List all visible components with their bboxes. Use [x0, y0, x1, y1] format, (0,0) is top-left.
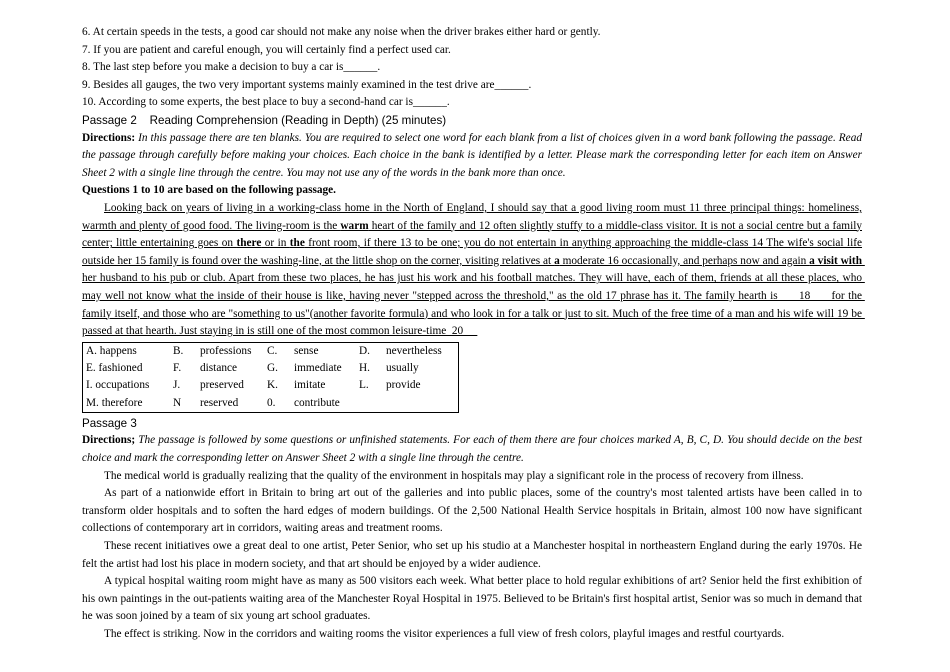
- word-bank-cell: distance: [200, 361, 238, 374]
- question-7: 7. If you are patient and careful enough, you will certainly find a perfect used car.: [82, 43, 451, 56]
- word-bank-cell: contribute: [294, 396, 340, 409]
- passage-segment: Looking back on years of living in a working-class home in the North of England, I should say that a good living room must 11 three principal things: homeliness, warmth and plenty of good food. The living-room is the: [82, 201, 862, 232]
- question-6: 6. At certain speeds in the tests, a good car should not make any noise when the driver brakes either hard or gently.: [82, 26, 601, 38]
- passage3-directions: [82, 432, 862, 467]
- passage-segment: moderate 16 occasionally, and perhaps now and again: [559, 254, 810, 267]
- passage-segment: her husband to his pub or club. Apart from these two places, he has just his work and his football matches. They will have, each of them, friends at all these places, who may well not know what the inside of their house is like, having never "stepped across the threshold," as the old 17 phrase has it. The family hearth is 18 for the family itself, and those who are "something to us"(another favorite formula) and who look in for a talk or just to sit. Much of the free time of a man and his wife will 19 be passed at that hearth. Just staying in is still one of the most common leisure-time 20: [82, 254, 865, 338]
- word-bank-row: [83, 360, 459, 377]
- word-bank-cell: imitate: [294, 379, 326, 392]
- passage-bold-word: there: [236, 237, 262, 250]
- word-bank-row: [83, 395, 459, 413]
- passage2-text: [82, 200, 865, 341]
- word-bank-cell: M. therefore: [86, 396, 143, 409]
- passage3-paragraph: As part of a nationwide effort in Britain to bring art out of the galleries and into public places, some of the country's most talented artists have been called in to transform older hospitals and to soften the hard edges of modern buildings. Of the 2,500 National Health Service hospitals in Britain, almost 100 now have significant collections of contemporary art in corridors, waiting areas and treatment rooms.: [82, 487, 862, 535]
- questions-note: Questions 1 to 10 are based on the following passage.: [82, 184, 336, 197]
- passage-bold-word: a: [554, 254, 560, 267]
- word-bank-cell: 0.: [267, 396, 276, 409]
- directions-label: Directions:: [82, 131, 136, 144]
- passage3-heading: Passage 3: [82, 416, 137, 430]
- passage3-paragraph: These recent initiatives owe a great deal to one artist, Peter Senior, who set up his studio at a Manchester hospital in northeastern England during the early 1970s. He felt the artist had lost his place in modern society, and that art should be enjoyed by a wider audience.: [82, 540, 862, 570]
- directions-label: Directions;: [82, 434, 136, 447]
- word-bank-cell: preserved: [200, 379, 244, 392]
- word-bank-cell: H.: [359, 361, 370, 374]
- word-bank-cell: F.: [173, 361, 182, 374]
- passage-bold-word: warm: [340, 219, 369, 232]
- word-bank-cell: C.: [267, 344, 278, 357]
- passage-segment: front room, if there 13 to be one; you do not entertain in anything approaching the middle-class 14 The wife's social life outside her 15 family is found over the washing-line, at the little shop on the corner, visiting relatives at: [82, 237, 863, 267]
- document-page: [82, 24, 865, 644]
- word-bank-cell: [383, 395, 459, 413]
- word-bank-cell: I. occupations: [86, 379, 150, 392]
- word-bank-cell: nevertheless: [386, 344, 442, 357]
- word-bank-cell: L.: [359, 379, 369, 392]
- word-bank-cell: reserved: [200, 396, 239, 409]
- word-bank-cell: N: [173, 396, 182, 409]
- passage-segment: or in: [261, 237, 290, 250]
- word-bank-cell: [356, 395, 383, 413]
- passage3-paragraph: The medical world is gradually realizing that the quality of the environment in hospitals may play a significant role in the process of recovery from illness.: [104, 469, 804, 482]
- question-8: 8. The last step before you make a decision to buy a car is______.: [82, 61, 381, 74]
- word-bank-cell: J.: [173, 379, 181, 392]
- passage-segment: heart of the family and 12 often slightly stuffy to a middle-class visitor. It is not a social centre but a family center; little entertaining goes on: [82, 219, 862, 250]
- word-bank-cell: professions: [200, 344, 252, 357]
- directions-text: The passage is followed by some questions or unfinished statements. For each of them there are four choices marked A, B, C, D. You should decide on the best choice and mark the corresponding letter on Answer Sheet 2 with a single line through the centre.: [82, 434, 862, 465]
- passage-bold-word: a visit with: [809, 254, 862, 267]
- word-bank-cell: immediate: [294, 361, 342, 374]
- word-bank-cell: A. happens: [86, 344, 137, 357]
- directions-text: In this passage there are ten blanks. You are required to select one word for each blank from a list of choices given in a word bank following the passage. Read the passage through carefully before making your choices. Each choice in the bank is identified by a letter. Please mark the corresponding letter for each item on Answer Sheet 2 with a single line through the centre. You may not use any of the words in the bank more than once.: [82, 131, 862, 179]
- word-bank-cell: E. fashioned: [86, 361, 143, 374]
- question-9: 9. Besides all gauges, the two very important systems mainly examined in the test drive are______.: [82, 78, 532, 91]
- word-bank-cell: B.: [173, 344, 184, 357]
- passage3-paragraph: A typical hospital waiting room might have as many as 500 visitors each week. What better place to hold regular exhibitions of art? Senior held the first exhibition of his own paintings in the out-patients waiting area of the Manchester Royal Hospital in 1975. Believed to be Britain's first hospital artist, Senior was so much in demand that he was soon joined by a team of six young art school graduates.: [82, 575, 862, 623]
- passage2-heading: Passage 2 Reading Comprehension (Reading in Depth) (25 minutes): [82, 113, 447, 127]
- word-bank-cell: sense: [294, 344, 319, 357]
- word-bank-cell: K.: [267, 379, 278, 392]
- word-bank-row: [83, 377, 459, 394]
- word-bank-cell: usually: [386, 361, 419, 374]
- word-bank: [82, 342, 459, 413]
- question-10: 10. According to some experts, the best place to buy a second-hand car is______.: [82, 96, 450, 109]
- passage-bold-word: the: [289, 237, 305, 250]
- word-bank-cell: D.: [359, 344, 370, 357]
- passage2-directions: [82, 130, 862, 183]
- word-bank-cell: G.: [267, 361, 278, 374]
- word-bank-row: [83, 342, 459, 360]
- passage3-paragraph: The effect is striking. Now in the corridors and waiting rooms the visitor experiences a full view of fresh colors, playful images and restful courtyards.: [104, 628, 785, 640]
- word-bank-cell: provide: [386, 379, 421, 392]
